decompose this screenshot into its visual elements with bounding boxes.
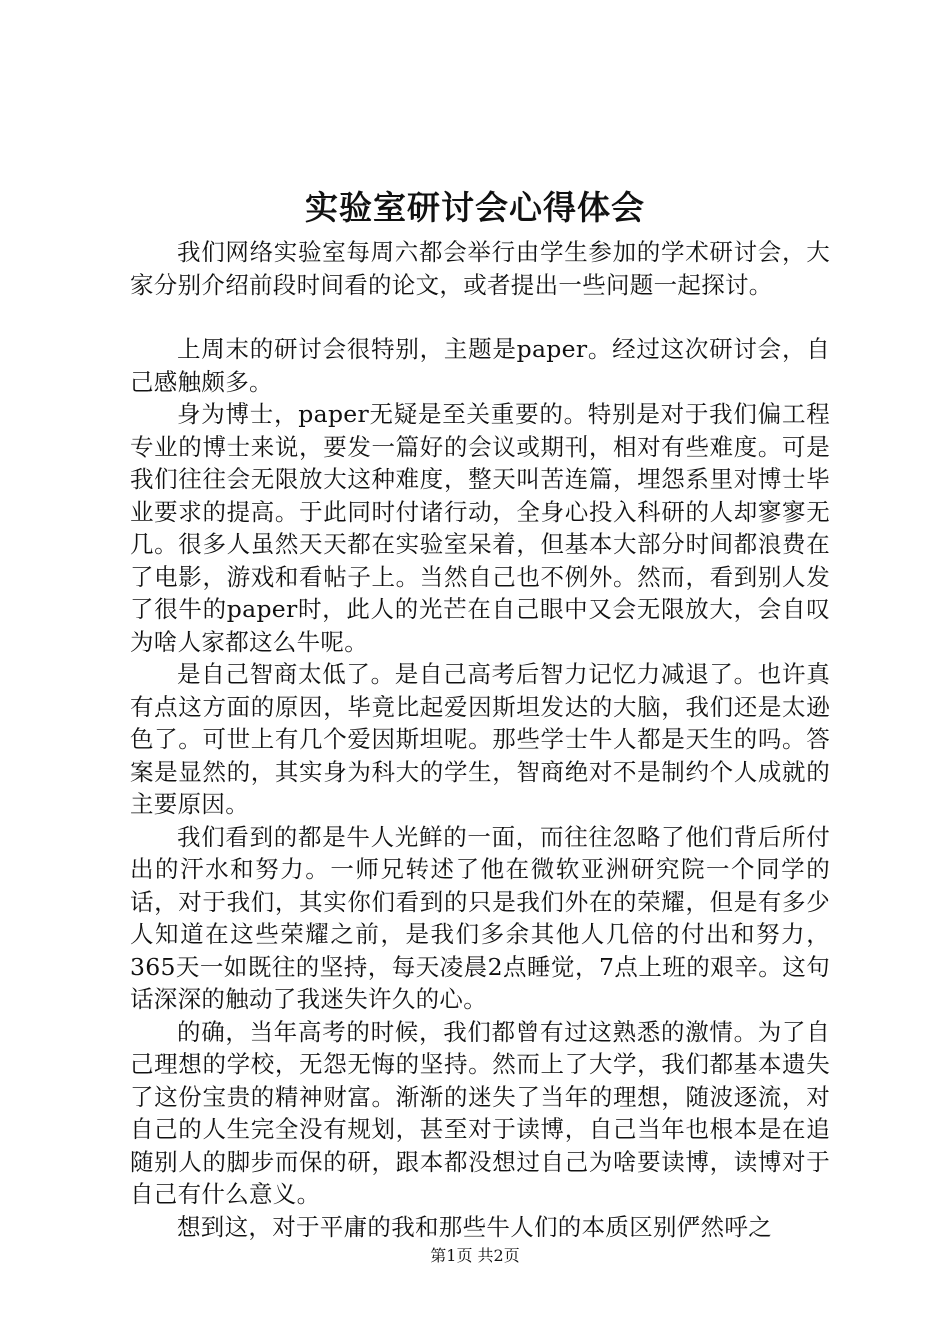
page-footer: 第1页 共2页 xyxy=(430,1246,520,1265)
paragraph: 是自己智商太低了。是自己高考后智力记忆力减退了。也许真有点这方面的原因，毕竟比起爱因斯坦发达的大脑，我们还是太逊色了。可世上有几个爱因斯坦呢。那些学士牛人都是天生的吗。答案是显然的，其实身为科大的学生，智商绝对不是制约个人成就的主要原因。 xyxy=(130,660,830,818)
paragraph: 上周末的研讨会很特别，主题是paper。经过这次研讨会，自己感触颇多。 xyxy=(130,335,830,396)
document-title: 实验室研讨会心得体会 xyxy=(305,188,645,227)
document-body xyxy=(130,236,830,1243)
paragraph: 身为博士，paper无疑是至关重要的。特别是对于我们偏工程专业的博士来说，要发一篇好的会议或期刊，相对有些难度。可是我们往往会无限放大这种难度，整天叫苦连篇，埋怨系里对博士毕业要求的提高。于此同时付诸行动，全身心投入科研的人却寥寥无几。很多人虽然天天都在实验室呆着，但基本大部分时间都浪费在了电影，游戏和看帖子上。当然自己也不例外。然而，看到别人发了很牛的paper时，此人的光芒在自己眼中又会无限放大，会自叹为啥人家都这么牛呢。 xyxy=(130,400,830,656)
paragraph: 想到这，对于平庸的我和那些牛人们的本质区别俨然呼之 xyxy=(177,1212,772,1241)
paragraph: 我们看到的都是牛人光鲜的一面，而往往忽略了他们背后所付出的汗水和努力。一师兄转述了他在微软亚洲研究院一个同学的话，对于我们，其实你们看到的只是我们外在的荣耀，但是有多少人知道在这些荣耀之前，是我们多余其他人几倍的付出和努力，365天一如既往的坚持，每天凌晨2点睡觉，7点上班的艰辛。这句话深深的触动了我迷失许久的心。 xyxy=(130,822,830,1013)
paragraph: 的确，当年高考的时候，我们都曾有过这熟悉的激情。为了自己理想的学校，无怨无悔的坚持。然而上了大学，我们都基本遗失了这份宝贵的精神财富。渐渐的迷失了当年的理想，随波逐流，对自己的人生完全没有规划，甚至对于读博，自己当年也根本是在追随别人的脚步而保的研，跟本都没想过自己为啥要读博，读博对于自己有什么意义。 xyxy=(130,1017,830,1208)
paragraph: 我们网络实验室每周六都会举行由学生参加的学术研讨会，大家分别介绍前段时间看的论文，或者提出一些问题一起探讨。 xyxy=(130,238,830,299)
